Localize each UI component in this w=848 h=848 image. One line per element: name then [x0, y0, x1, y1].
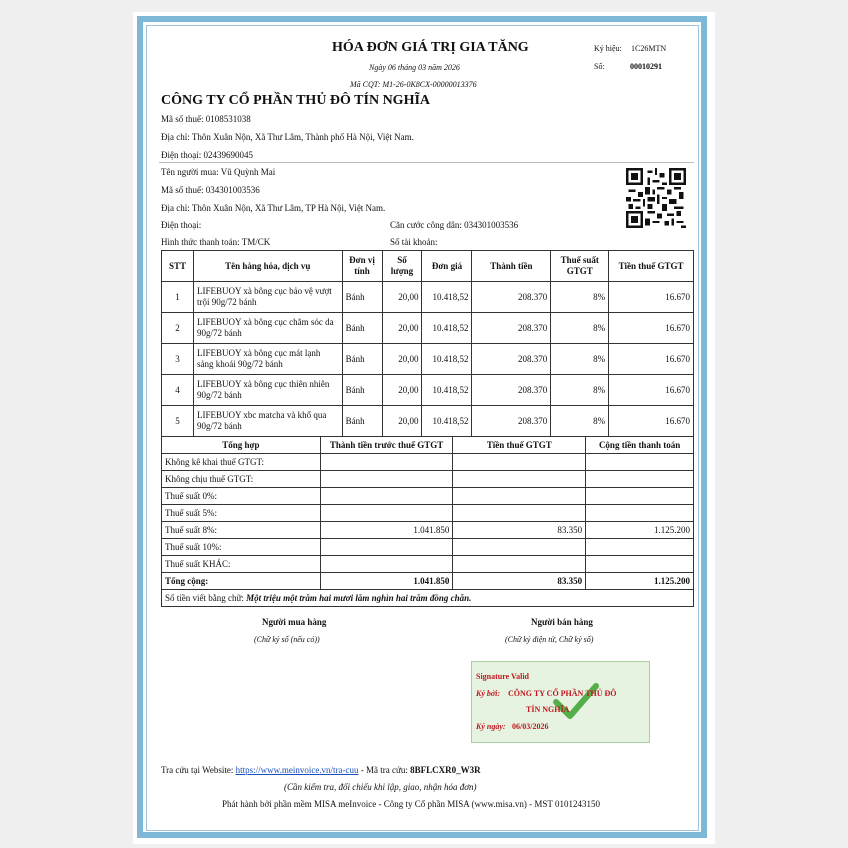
cell-unit: Bánh — [342, 406, 382, 437]
number-value: 00010291 — [630, 62, 662, 71]
cell-qty: 20,00 — [382, 344, 422, 375]
cell-tax: 16.670 — [609, 406, 694, 437]
lookup-line — [161, 765, 481, 776]
col-header: Đơn giá — [422, 251, 472, 282]
table-row — [162, 344, 694, 375]
buyer-sign-note: (Chữ ký số (nếu có)) — [254, 635, 320, 644]
words-label: Số tiền viết bằng chữ: — [165, 592, 244, 603]
cell-tax: 16.670 — [609, 313, 694, 344]
cell-price: 10.418,52 — [422, 313, 472, 344]
seller-sign-note: (Chữ ký điện tử, Chữ ký số) — [505, 635, 594, 644]
col-header: Đơn vị tính — [342, 251, 382, 282]
items-table — [161, 250, 694, 437]
col-header: STT — [162, 251, 194, 282]
cell-price: 10.418,52 — [422, 375, 472, 406]
summary-total — [586, 471, 694, 488]
cell-stt: 5 — [162, 406, 194, 437]
cqt-code: Mã CQT: M1-26-0K8CX-00000013376 — [350, 80, 477, 89]
lookup-link[interactable]: https://www.meinvoice.vn/tra-cuu — [235, 765, 359, 775]
stamp-date-label: Ký ngày: — [476, 722, 506, 731]
checkmark-icon — [552, 680, 600, 722]
items-header-row — [162, 251, 694, 282]
cell-amount: 208.370 — [472, 282, 551, 313]
col-header: Tiền thuế GTGT — [453, 437, 586, 454]
summary-tax — [453, 454, 586, 471]
cell-price: 10.418,52 — [422, 344, 472, 375]
qr-code-icon — [626, 168, 686, 228]
summary-tax — [453, 556, 586, 573]
seller-address: Địa chỉ: Thôn Xuân Nộn, Xã Thư Lâm, Thành phố Hà Nội, Việt Nam. — [161, 132, 414, 142]
cell-qty: 20,00 — [382, 375, 422, 406]
stamp-status: Signature Valid — [476, 672, 529, 681]
cell-stt: 3 — [162, 344, 194, 375]
table-row — [162, 454, 694, 471]
cell-unit: Bánh — [342, 313, 382, 344]
summary-total — [586, 556, 694, 573]
symbol-label: Ký hiệu: — [594, 44, 622, 53]
seller-tax-code: Mã số thuế: 0108531038 — [161, 114, 251, 124]
invoice-date: Ngày 06 tháng 03 năm 2026 — [369, 63, 460, 72]
cell-tax: 16.670 — [609, 375, 694, 406]
col-header: Thuế suất GTGT — [551, 251, 609, 282]
buyer-address: Địa chỉ: Thôn Xuân Nộn, Xã Thư Lâm, TP Hà Nội, Việt Nam. — [161, 203, 386, 213]
cell-name: LIFEBUOY xà bông cục thiên nhiên 90g/72 bánh — [193, 375, 342, 406]
seller-sign-title: Người bán hàng — [531, 617, 593, 627]
summary-tax: 83.350 — [453, 522, 586, 539]
table-row — [162, 505, 694, 522]
summary-tax — [453, 488, 586, 505]
cell-unit: Bánh — [342, 282, 382, 313]
cell-unit: Bánh — [342, 344, 382, 375]
cell-name: LIFEBUOY xà bông cục bảo vệ vượt trội 90g/72 bánh — [193, 282, 342, 313]
summary-label: Không chịu thuế GTGT: — [162, 471, 321, 488]
summary-total — [586, 505, 694, 522]
cell-amount: 208.370 — [472, 344, 551, 375]
summary-total — [586, 539, 694, 556]
table-row — [162, 282, 694, 313]
summary-before — [320, 471, 453, 488]
stamp-by-line1: CÔNG TY CỔ PHẦN THỦ ĐÔ — [508, 689, 617, 698]
summary-label: Thuế suất 5%: — [162, 505, 321, 522]
cell-price: 10.418,52 — [422, 406, 472, 437]
summary-before — [320, 488, 453, 505]
cell-rate: 8% — [551, 406, 609, 437]
total-tax: 83.350 — [453, 573, 586, 590]
cell-stt: 2 — [162, 313, 194, 344]
cell-stt: 1 — [162, 282, 194, 313]
symbol-value: 1C26MTN — [631, 44, 667, 53]
buyer-name: Tên người mua: Vũ Quỳnh Mai — [161, 167, 276, 177]
col-header: Thành tiền — [472, 251, 551, 282]
lookup-code-label: - Mã tra cứu: — [358, 765, 408, 775]
buyer-citizen-id: Căn cước công dân: 034301003536 — [390, 220, 519, 230]
summary-header-row — [162, 437, 694, 454]
buyer-tax-code: Mã số thuế: 034301003536 — [161, 185, 260, 195]
summary-total — [586, 488, 694, 505]
total-amount: 1.125.200 — [586, 573, 694, 590]
stamp-by-line2: TÍN NGHĨA — [526, 705, 570, 714]
summary-tax — [453, 539, 586, 556]
summary-before — [320, 454, 453, 471]
summary-label: Thuế suất 10%: — [162, 539, 321, 556]
summary-before: 1.041.850 — [320, 522, 453, 539]
cell-name: LIFEBUOY xà bông cục mát lạnh sảng khoái 90g/72 bánh — [193, 344, 342, 375]
col-header: Cộng tiền thanh toán — [586, 437, 694, 454]
stamp-by-label: Ký bởi: — [476, 689, 501, 698]
amount-in-words-row — [162, 590, 694, 607]
table-row — [162, 406, 694, 437]
summary-label: Không kê khai thuế GTGT: — [162, 454, 321, 471]
divider — [159, 162, 694, 163]
cell-rate: 8% — [551, 282, 609, 313]
table-row — [162, 375, 694, 406]
words-value: Một triệu một trăm hai mươi lăm nghìn hai trăm đồng chẵn. — [246, 592, 472, 603]
cell-unit: Bánh — [342, 375, 382, 406]
bank-account: Số tài khoản: — [390, 237, 438, 247]
signature-stamp — [471, 661, 650, 743]
cell-name: LIFEBUOY xà bông cục chăm sóc da 90g/72 bánh — [193, 313, 342, 344]
table-row — [162, 556, 694, 573]
table-row — [162, 522, 694, 539]
seller-phone: Điện thoại: 02439690045 — [161, 150, 253, 160]
summary-tax — [453, 505, 586, 522]
col-header: Tổng hợp — [162, 437, 321, 454]
cell-amount: 208.370 — [472, 313, 551, 344]
table-row — [162, 488, 694, 505]
stamp-date-value: 06/03/2026 — [512, 722, 549, 731]
summary-total: 1.125.200 — [586, 522, 694, 539]
cell-qty: 20,00 — [382, 406, 422, 437]
seller-name: CÔNG TY CỔ PHẦN THỦ ĐÔ TÍN NGHĨA — [161, 93, 431, 108]
col-header: Tiền thuế GTGT — [609, 251, 694, 282]
col-header: Tên hàng hóa, dịch vụ — [193, 251, 342, 282]
cell-tax: 16.670 — [609, 282, 694, 313]
col-header: Thành tiền trước thuế GTGT — [320, 437, 453, 454]
cell-stt: 4 — [162, 375, 194, 406]
col-header: Số lượng — [382, 251, 422, 282]
total-row — [162, 573, 694, 590]
summary-tax — [453, 471, 586, 488]
cell-rate: 8% — [551, 344, 609, 375]
summary-before — [320, 556, 453, 573]
buyer-sign-title: Người mua hàng — [262, 617, 327, 627]
cell-name: LIFEBUOY xbc matcha và khổ qua 90g/72 bánh — [193, 406, 342, 437]
total-label: Tổng cộng: — [162, 573, 321, 590]
lookup-code: 8BFLCXR0_W3R — [410, 765, 481, 775]
cell-rate: 8% — [551, 313, 609, 344]
publisher-info: Phát hành bởi phần mềm MISA meInvoice - Công ty Cổ phần MISA (www.misa.vn) - MST 0101243150 — [222, 799, 600, 809]
summary-before — [320, 539, 453, 556]
table-row — [162, 471, 694, 488]
table-row — [162, 539, 694, 556]
invoice-title: HÓA ĐƠN GIÁ TRỊ GIA TĂNG — [332, 40, 529, 55]
cell-qty: 20,00 — [382, 282, 422, 313]
table-row — [162, 313, 694, 344]
cell-qty: 20,00 — [382, 313, 422, 344]
cell-price: 10.418,52 — [422, 282, 472, 313]
summary-total — [586, 454, 694, 471]
payment-method: Hình thức thanh toán: TM/CK — [161, 237, 271, 247]
total-before: 1.041.850 — [320, 573, 453, 590]
cell-amount: 208.370 — [472, 406, 551, 437]
buyer-phone: Điện thoại: — [161, 220, 202, 230]
summary-label: Thuế suất KHÁC: — [162, 556, 321, 573]
cell-tax: 16.670 — [609, 344, 694, 375]
summary-label: Thuế suất 0%: — [162, 488, 321, 505]
number-label: Số: — [594, 62, 605, 71]
check-note: (Cần kiểm tra, đối chiếu khi lập, giao, nhận hóa đơn) — [284, 782, 477, 792]
lookup-prefix: Tra cứu tại Website: — [161, 765, 234, 775]
summary-before — [320, 505, 453, 522]
cell-amount: 208.370 — [472, 375, 551, 406]
summary-label: Thuế suất 8%: — [162, 522, 321, 539]
cell-rate: 8% — [551, 375, 609, 406]
summary-table — [161, 436, 694, 607]
